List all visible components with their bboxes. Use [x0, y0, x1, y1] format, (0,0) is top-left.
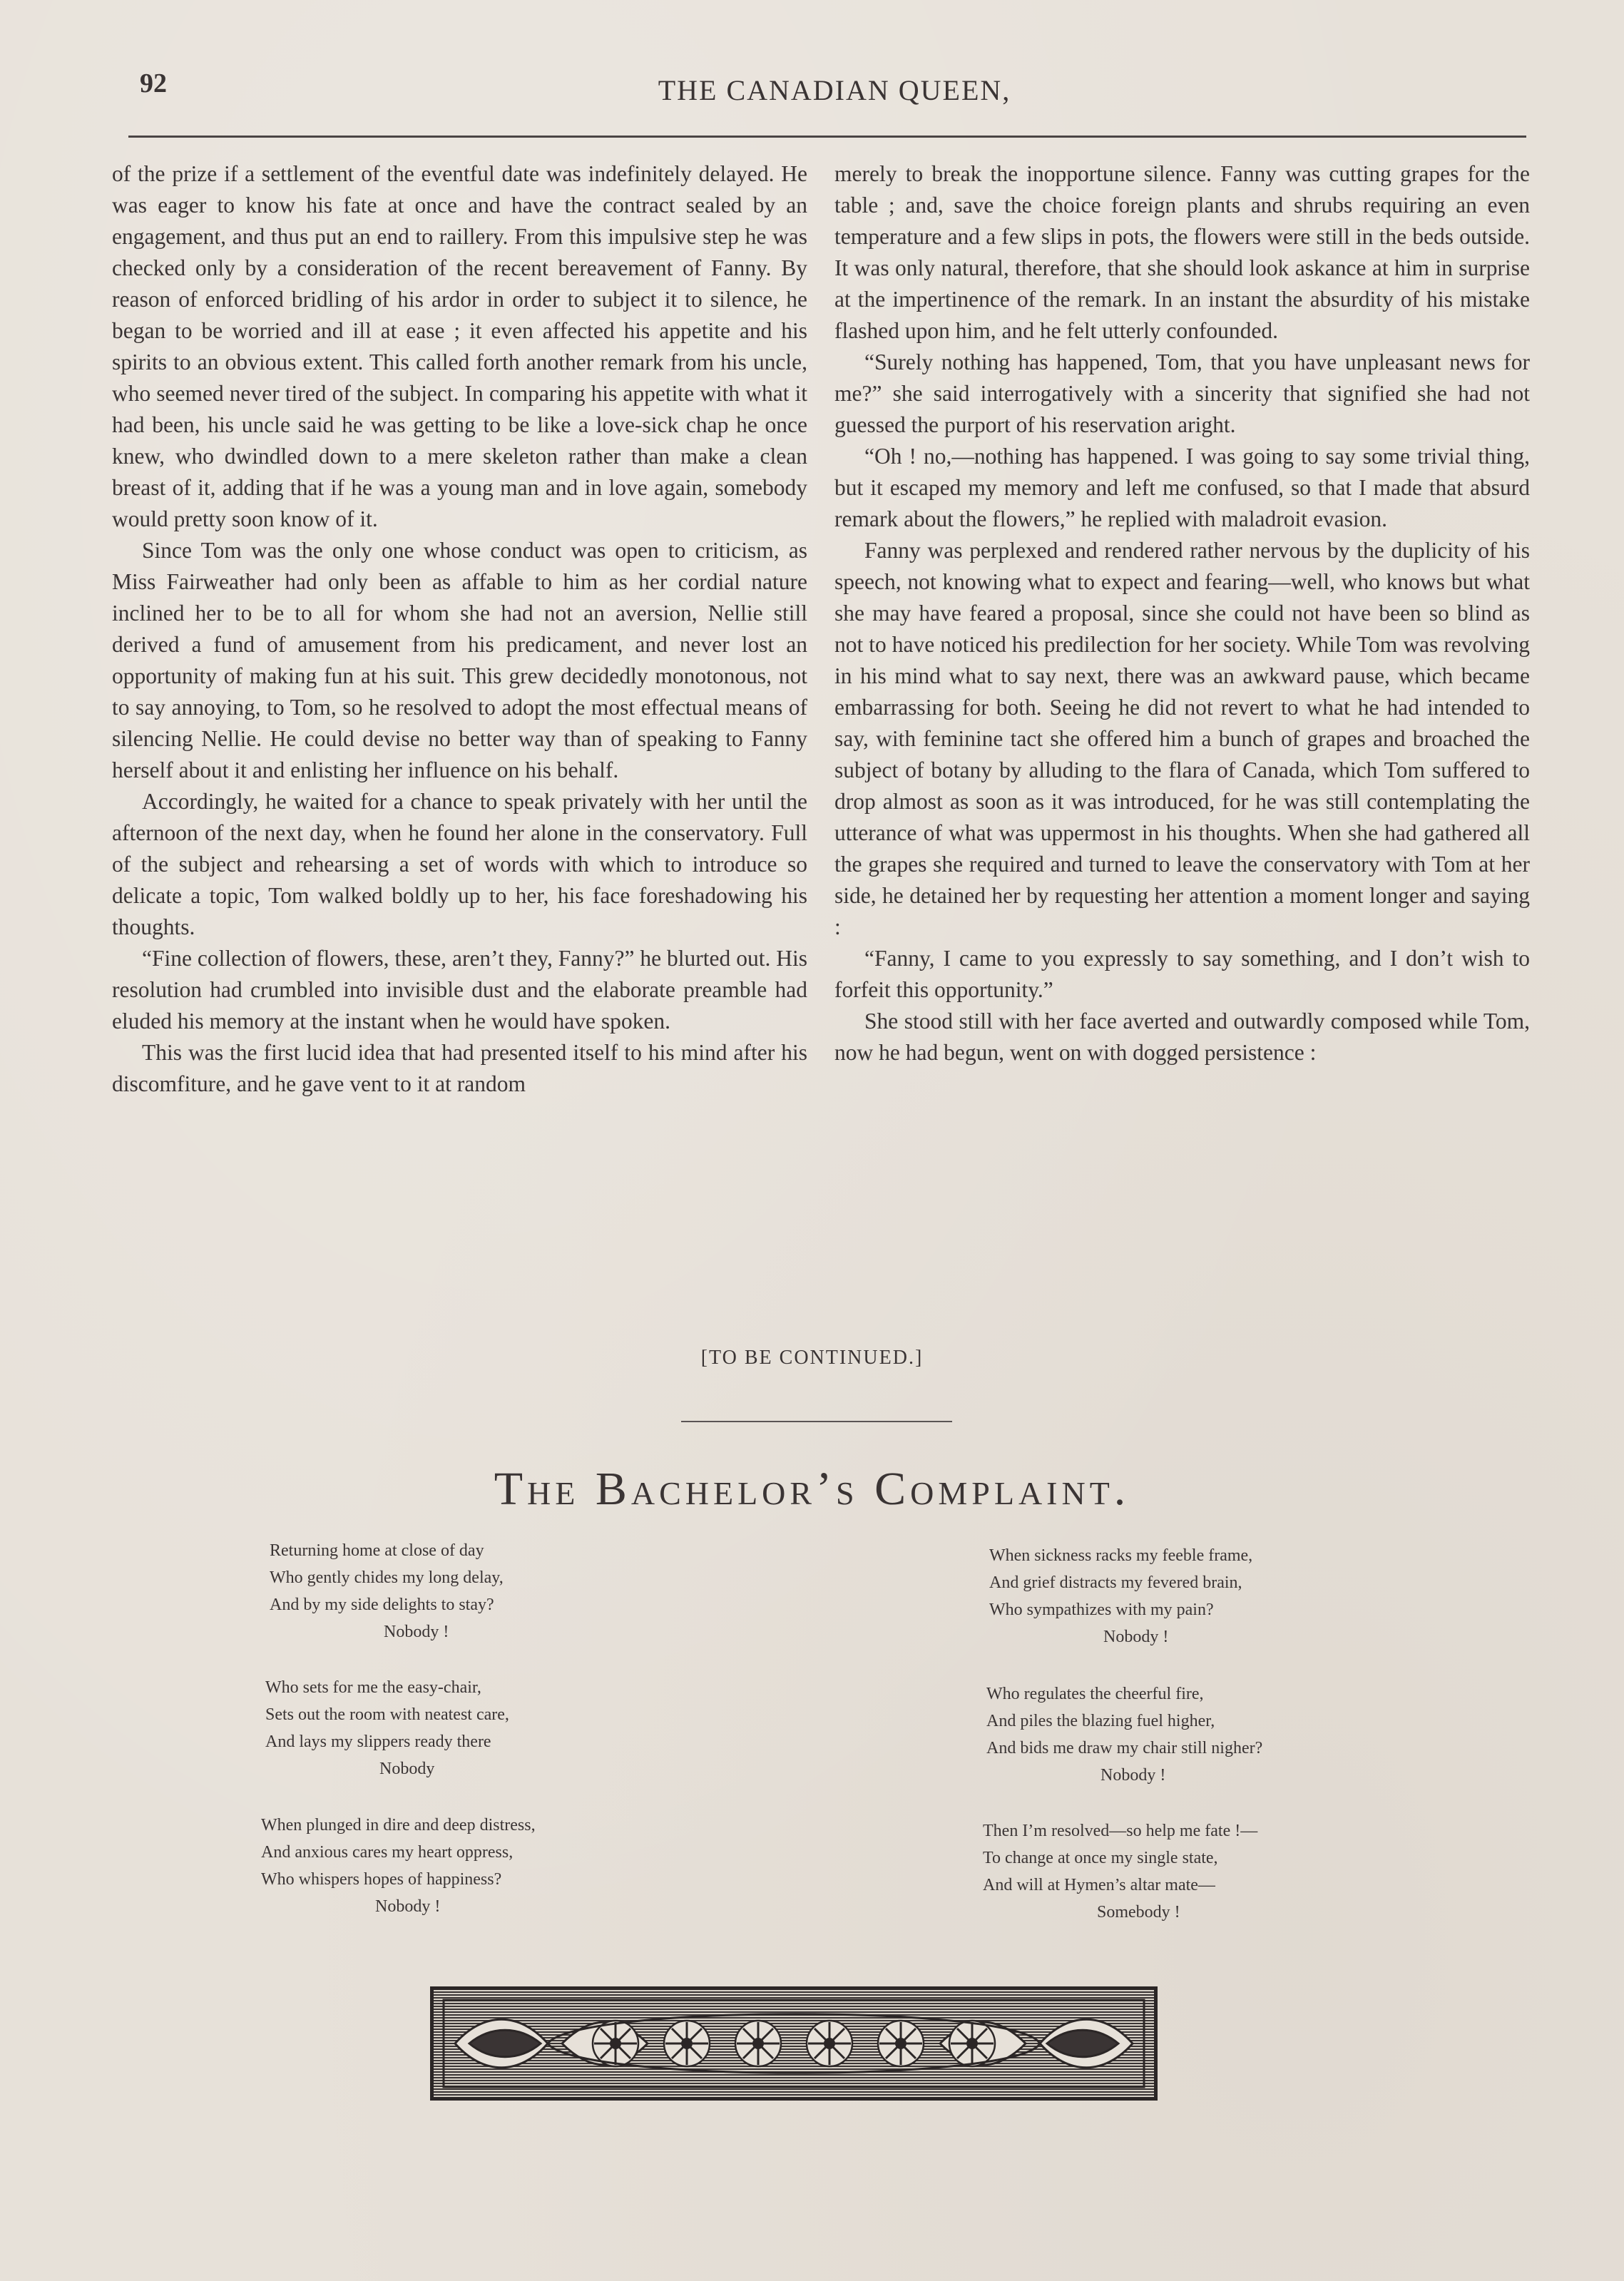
paragraph: “Fine collection of flowers, these, aren’t they, Fanny?” he blurted out. His resolution had crumbled into invisible dust and the elaborate preamble had eluded his memory at the instant when he would have spoken. [112, 946, 807, 1034]
poem-line: And will at Hymen’s altar mate— [983, 1876, 1215, 1894]
poem-stanza [983, 1817, 1411, 1926]
running-title: THE CANADIAN QUEEN, [658, 74, 1011, 106]
poem-refrain: Somebody ! [1097, 1903, 1180, 1922]
poem-line: And lays my slippers ready there [265, 1733, 491, 1751]
to-be-continued-note: [TO BE CONTINUED.] [700, 1347, 924, 1369]
poem-line: Who sympathizes with my pain? [989, 1601, 1214, 1619]
poem-line: Who regulates the cheerful fire, [986, 1685, 1204, 1703]
poem-stanza [261, 1812, 689, 1920]
poem-line: When sickness racks my feeble frame, [989, 1546, 1253, 1565]
poem-title: The Bachelor’s Complaint. [494, 1463, 1130, 1515]
poem-stanza [986, 1680, 1414, 1789]
page-number: 92 [140, 68, 167, 98]
section-divider [681, 1421, 952, 1422]
poem-line: When plunged in dire and deep distress, [261, 1816, 536, 1835]
paragraph: “Fanny, I came to you expressly to say something, and I don’t wish to forfeit this opportunity.” [834, 946, 1530, 1002]
poem-refrain: Nobody ! [1100, 1766, 1166, 1785]
header-rule [128, 136, 1526, 138]
paragraph: This was the first lucid idea that had presented itself to his mind after his discomfiture, and he gave vent to it at random [112, 1040, 807, 1096]
poem-line: Then I’m resolved—so help me fate !— [983, 1822, 1258, 1840]
poem-refrain: Nobody [379, 1760, 435, 1778]
poem-line: And anxious cares my heart oppress, [261, 1843, 514, 1862]
poem-refrain: Nobody ! [375, 1897, 441, 1916]
poem-stanza [265, 1674, 693, 1782]
poem-line: Sets out the room with neatest care, [265, 1705, 509, 1724]
paragraph: She stood still with her face averted and outwardly composed while Tom, now he had begun, went on with dogged persistence : [834, 1009, 1530, 1065]
paragraph: Fanny was perplexed and rendered rather nervous by the duplicity of his speech, not knowing what to expect and fearing—well, who knows but what she may have feared a proposal, since she could not have been so blind as not to have noticed his predilection for her society. While Tom was revolving in his mind what to say next, there was an awkward pause, which became embarrassing for both. Seeing he did not revert to what he had intended to say, with feminine tact she offered him a bunch of grapes and broached the subject of botany by alluding to the flara of Canada, which Tom suffered to drop almost as soon as it was introduced, for he was still contemplating the utterance of what was uppermost in his thoughts. When she had gathered all the grapes she required and turned to leave the conservatory with Tom at her side, he detained her by requesting her attention a moment longer and saying : [834, 538, 1530, 939]
poem-stanza [270, 1537, 698, 1645]
poem-line: Returning home at close of day [270, 1541, 484, 1560]
paragraph: Accordingly, he waited for a chance to speak privately with her until the afternoon of the next day, when he found her alone in the conservatory. Full of the subject and rehearsing a set of words with which to introduce so delicate a topic, Tom walked boldly up to her, his face foreshadowing his thoughts. [112, 789, 807, 939]
poem-refrain: Nobody ! [384, 1623, 449, 1641]
poem-line: Who whispers hopes of happiness? [261, 1870, 502, 1889]
poem-line: And grief distracts my fevered brain, [989, 1573, 1242, 1592]
page-header [136, 68, 1533, 118]
left-column [112, 158, 807, 1100]
poem-line: To change at once my single state, [983, 1849, 1218, 1867]
paragraph: “Oh ! no,—nothing has happened. I was going to say some trivial thing, but it escaped my memory and left me confused, so that I made that absurd remark about the flowers,” he replied with maladroit evasion. [834, 444, 1530, 531]
paragraph: merely to break the inopportune silence. Fanny was cutting grapes for the table ; and, save the choice foreign plants and shrubs requiring an even temperature and a few slips in pots, the flowers were still in the beds outside. It was only natural, therefore, that she should look askance at him in surprise at the impertinence of the remark. In an instant the absurdity of his mistake flashed upon him, and he felt utterly confounded. [834, 161, 1530, 343]
floral-border-ornament-icon [430, 1986, 1158, 2101]
paragraph: of the prize if a settlement of the eventful date was indefinitely delayed. He was eager to know his fate at once and have the contract sealed by an engagement, and thus put an end to raillery. From this impulsive step he was checked only by a consideration of the recent bereavement of Fanny. By reason of enforced bridling of his ardor in order to subject it to silence, he began to be worried and ill at ease ; it even affected his appetite and his spirits to an obvious extent. This called forth another remark from his uncle, who seemed never tired of the subject. In comparing his appetite with what it had been, his uncle said he was getting to be like a love-sick chap he once knew, who dwindled down to a mere skeleton rather than make a clean breast of it, adding that if he was a young man and in love again, somebody would pretty soon know of it. [112, 161, 807, 531]
poem-stanza [989, 1542, 1417, 1650]
paragraph: “Surely nothing has happened, Tom, that you have unpleasant news for me?” she said interrogatively with a sincerity that signified she had not guessed the purport of his reservation aright. [834, 349, 1530, 437]
paragraph: Since Tom was the only one whose conduct was open to criticism, as Miss Fairweather had only been as affable to him as her cordial nature inclined her to be to all for whom she had not an aversion, Nellie still derived a fund of amusement from his predicament, and never lost an opportunity of making fun at his suit. This grew decidedly monotonous, not to say annoying, to Tom, so he resolved to adopt the most effectual means of silencing Nellie. He could devise no better way than of speaking to Fanny herself about it and enlisting her influence on his behalf. [112, 538, 807, 782]
poem-refrain: Nobody ! [1103, 1628, 1169, 1646]
poem-line: And piles the blazing fuel higher, [986, 1712, 1215, 1730]
poem-line: Who sets for me the easy-chair, [265, 1678, 481, 1697]
right-column [834, 158, 1530, 1068]
poem-line: And by my side delights to stay? [270, 1596, 494, 1614]
poem-line: Who gently chides my long delay, [270, 1568, 504, 1587]
poem-line: And bids me draw my chair still nigher? [986, 1739, 1263, 1757]
